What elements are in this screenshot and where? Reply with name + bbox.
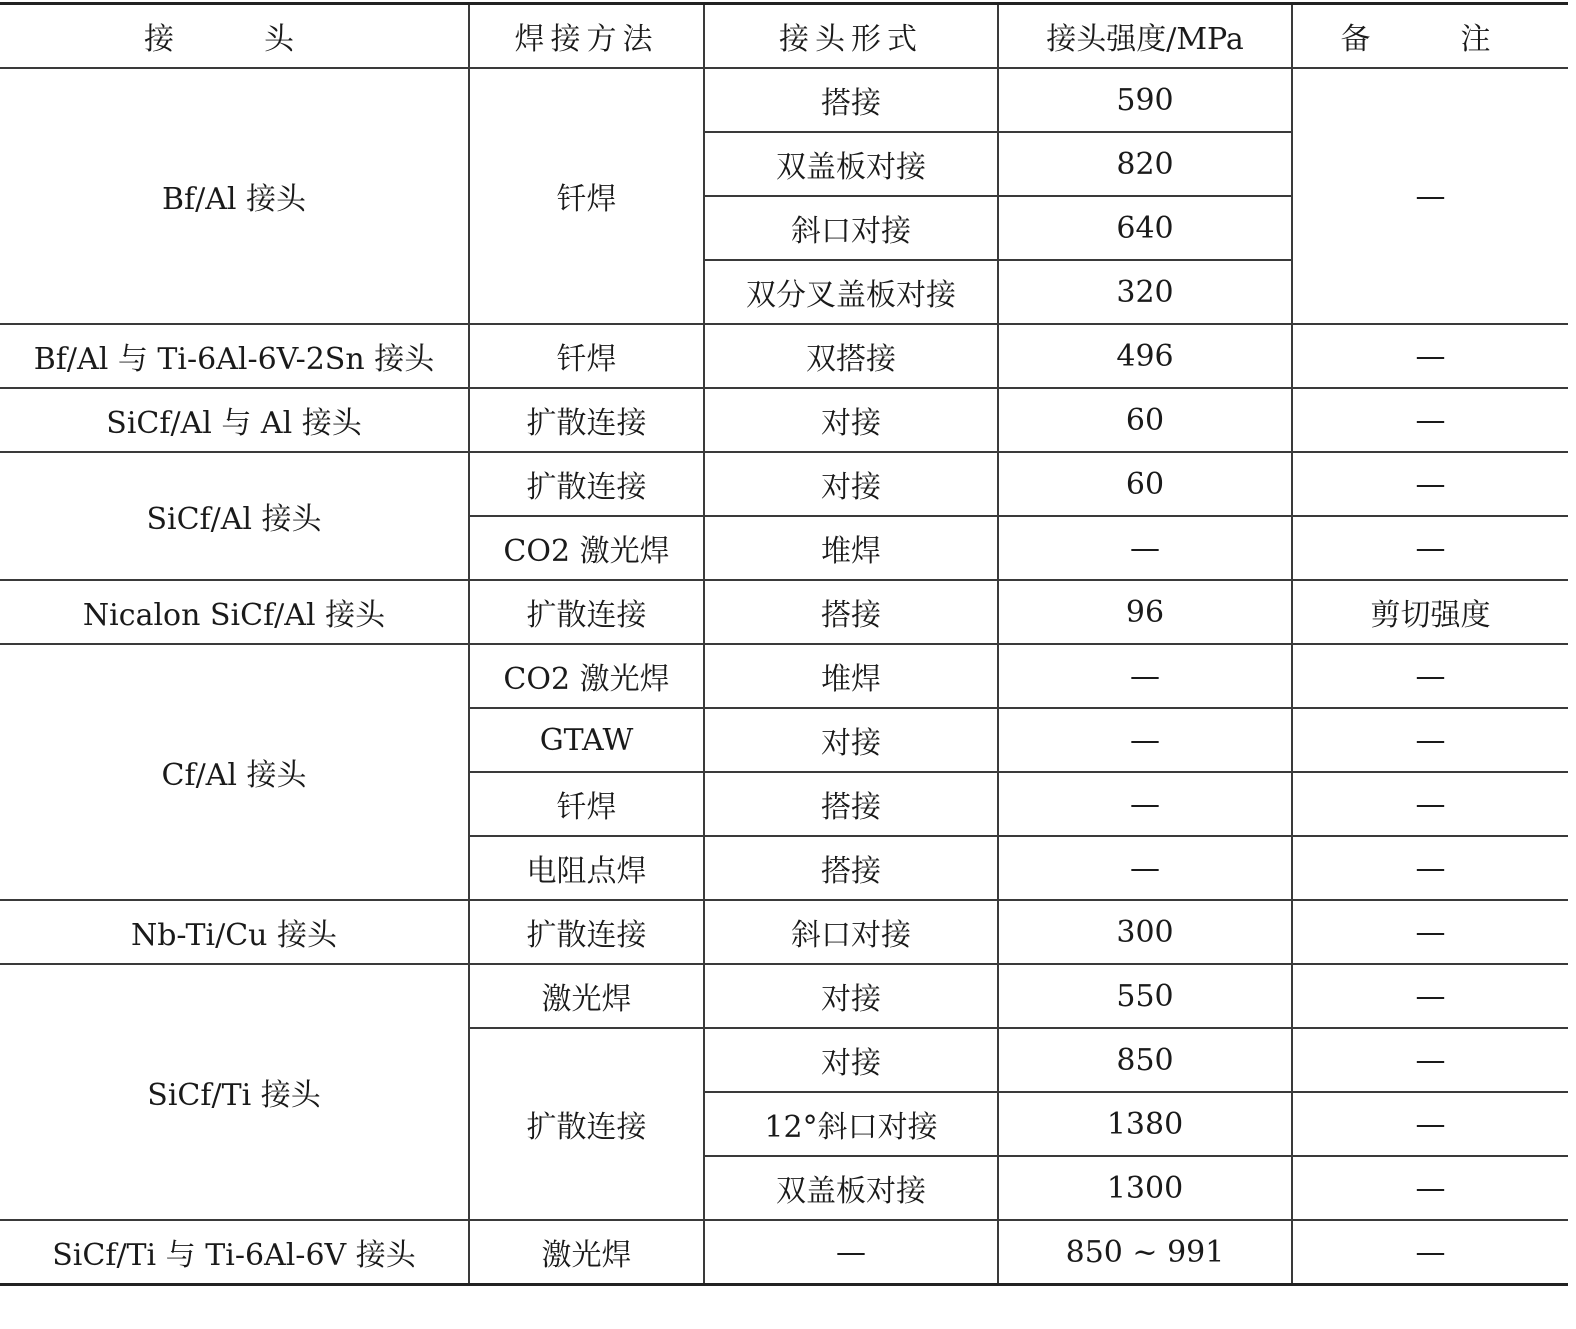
strength-cell: 1380 (998, 1092, 1292, 1156)
strength-cell: 96 (998, 580, 1292, 644)
remark-cell: — (1292, 68, 1568, 324)
strength-cell: — (998, 708, 1292, 772)
remark-cell: — (1292, 452, 1568, 516)
method-cell: 电阻点焊 (469, 836, 704, 900)
form-cell: 斜口对接 (704, 900, 998, 964)
form-cell: 对接 (704, 708, 998, 772)
table-row (0, 388, 1568, 452)
table-row (0, 68, 1568, 132)
table-row (0, 580, 1568, 644)
table-row (0, 1220, 1568, 1285)
method-cell: 扩散连接 (469, 388, 704, 452)
header-remark: 备 注 (1292, 4, 1568, 69)
method-cell: 扩散连接 (469, 580, 704, 644)
strength-cell: 320 (998, 260, 1292, 324)
method-cell: CO2 激光焊 (469, 644, 704, 708)
form-cell: — (704, 1220, 998, 1285)
remark-cell: 剪切强度 (1292, 580, 1568, 644)
remark-cell: — (1292, 1028, 1568, 1092)
form-cell: 对接 (704, 964, 998, 1028)
method-cell: 扩散连接 (469, 900, 704, 964)
joint-cell: Bf/Al 接头 (0, 68, 469, 324)
joint-cell: SiCf/Al 与 Al 接头 (0, 388, 469, 452)
remark-cell: — (1292, 516, 1568, 580)
remark-cell: — (1292, 1156, 1568, 1220)
joint-cell: SiCf/Ti 接头 (0, 964, 469, 1220)
table-row (0, 964, 1568, 1028)
form-cell: 对接 (704, 388, 998, 452)
form-cell: 对接 (704, 452, 998, 516)
method-cell: 钎焊 (469, 324, 704, 388)
strength-cell: — (998, 772, 1292, 836)
form-cell: 搭接 (704, 68, 998, 132)
method-cell: 钎焊 (469, 68, 704, 324)
joint-cell: Nb-Ti/Cu 接头 (0, 900, 469, 964)
method-cell: 扩散连接 (469, 1028, 704, 1220)
strength-cell: 640 (998, 196, 1292, 260)
form-cell: 堆焊 (704, 644, 998, 708)
header-joint: 接 头 (0, 4, 469, 69)
strength-cell: 496 (998, 324, 1292, 388)
method-cell: 扩散连接 (469, 452, 704, 516)
header-strength: 接头强度/MPa (998, 4, 1292, 69)
remark-cell: — (1292, 324, 1568, 388)
remark-cell: — (1292, 772, 1568, 836)
form-cell: 对接 (704, 1028, 998, 1092)
method-cell: GTAW (469, 708, 704, 772)
form-cell: 搭接 (704, 836, 998, 900)
strength-cell: — (998, 516, 1292, 580)
table-row (0, 644, 1568, 708)
strength-cell: 550 (998, 964, 1292, 1028)
joint-cell: Bf/Al 与 Ti-6Al-6V-2Sn 接头 (0, 324, 469, 388)
strength-cell: 850 ~ 991 (998, 1220, 1292, 1285)
joint-strength-table-container (0, 2, 1568, 1286)
strength-cell: 850 (998, 1028, 1292, 1092)
header-row (0, 4, 1568, 69)
joint-cell: SiCf/Ti 与 Ti-6Al-6V 接头 (0, 1220, 469, 1285)
form-cell: 12°斜口对接 (704, 1092, 998, 1156)
method-cell: 激光焊 (469, 964, 704, 1028)
remark-cell: — (1292, 1092, 1568, 1156)
header-method: 焊接方法 (469, 4, 704, 69)
form-cell: 双盖板对接 (704, 1156, 998, 1220)
remark-cell: — (1292, 964, 1568, 1028)
remark-cell: — (1292, 836, 1568, 900)
strength-cell: 820 (998, 132, 1292, 196)
remark-cell: — (1292, 1220, 1568, 1285)
remark-cell: — (1292, 900, 1568, 964)
joint-strength-table (0, 2, 1568, 1286)
form-cell: 斜口对接 (704, 196, 998, 260)
form-cell: 堆焊 (704, 516, 998, 580)
strength-cell: 590 (998, 68, 1292, 132)
remark-cell: — (1292, 388, 1568, 452)
joint-cell: Nicalon SiCf/Al 接头 (0, 580, 469, 644)
form-cell: 双搭接 (704, 324, 998, 388)
table-row (0, 452, 1568, 516)
header-form: 接头形式 (704, 4, 998, 69)
method-cell: 激光焊 (469, 1220, 704, 1285)
table-row (0, 900, 1568, 964)
form-cell: 双分叉盖板对接 (704, 260, 998, 324)
strength-cell: — (998, 836, 1292, 900)
strength-cell: 1300 (998, 1156, 1292, 1220)
form-cell: 搭接 (704, 580, 998, 644)
method-cell: 钎焊 (469, 772, 704, 836)
form-cell: 搭接 (704, 772, 998, 836)
remark-cell: — (1292, 708, 1568, 772)
table-row (0, 324, 1568, 388)
joint-cell: Cf/Al 接头 (0, 644, 469, 900)
remark-cell: — (1292, 644, 1568, 708)
strength-cell: 60 (998, 452, 1292, 516)
form-cell: 双盖板对接 (704, 132, 998, 196)
strength-cell: — (998, 644, 1292, 708)
joint-cell: SiCf/Al 接头 (0, 452, 469, 580)
strength-cell: 60 (998, 388, 1292, 452)
strength-cell: 300 (998, 900, 1292, 964)
method-cell: CO2 激光焊 (469, 516, 704, 580)
